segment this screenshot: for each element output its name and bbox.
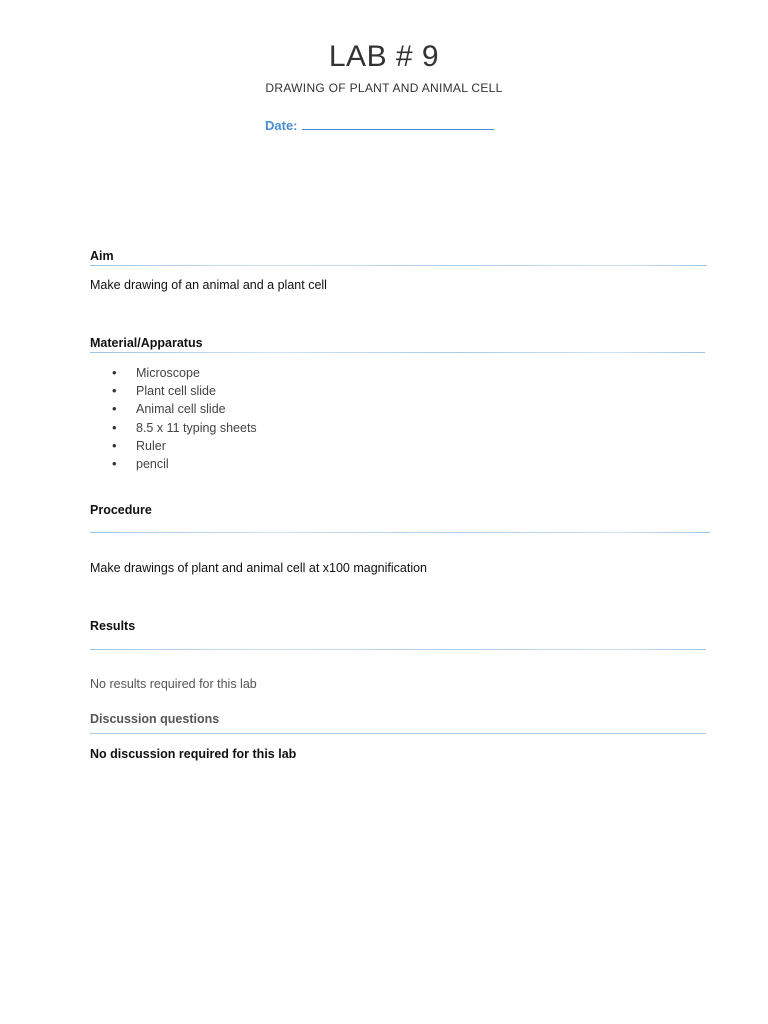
results-heading: Results: [90, 619, 136, 633]
bullet-icon: •: [112, 383, 117, 399]
discussion-heading: Discussion questions: [90, 712, 220, 726]
list-item: • pencil: [112, 455, 257, 473]
list-item: • Animal cell slide: [112, 400, 257, 418]
materials-list: [112, 364, 257, 473]
date-field: [265, 117, 494, 133]
discussion-divider: [90, 733, 706, 734]
procedure-divider: [90, 532, 710, 533]
discussion-text: No discussion required for this lab: [90, 747, 297, 761]
materials-heading: Material/Apparatus: [90, 336, 203, 350]
bullet-icon: •: [112, 419, 117, 435]
bullet-icon: •: [112, 401, 117, 417]
list-item: • Ruler: [112, 437, 257, 455]
aim-text: Make drawing of an animal and a plant cell: [90, 278, 327, 292]
aim-divider: [90, 265, 707, 266]
list-item: • Plant cell slide: [112, 382, 257, 400]
procedure-text: Make drawings of plant and animal cell at x100 magnification: [90, 561, 427, 575]
bullet-icon: •: [112, 437, 117, 453]
date-blank-line: [302, 117, 494, 130]
page-title: LAB # 9: [328, 40, 440, 73]
bullet-icon: •: [112, 365, 117, 380]
page-subtitle: DRAWING OF PLANT AND ANIMAL CELL: [265, 81, 503, 95]
aim-heading: Aim: [90, 249, 114, 263]
results-divider: [90, 649, 706, 650]
date-label: Date:: [265, 118, 298, 133]
list-item: • Microscope: [112, 364, 257, 382]
bullet-icon: •: [112, 455, 117, 471]
results-text: No results required for this lab: [90, 677, 257, 691]
list-item: • 8.5 x 11 typing sheets: [112, 419, 257, 437]
procedure-heading: Procedure: [90, 503, 152, 517]
materials-divider: [90, 352, 705, 353]
